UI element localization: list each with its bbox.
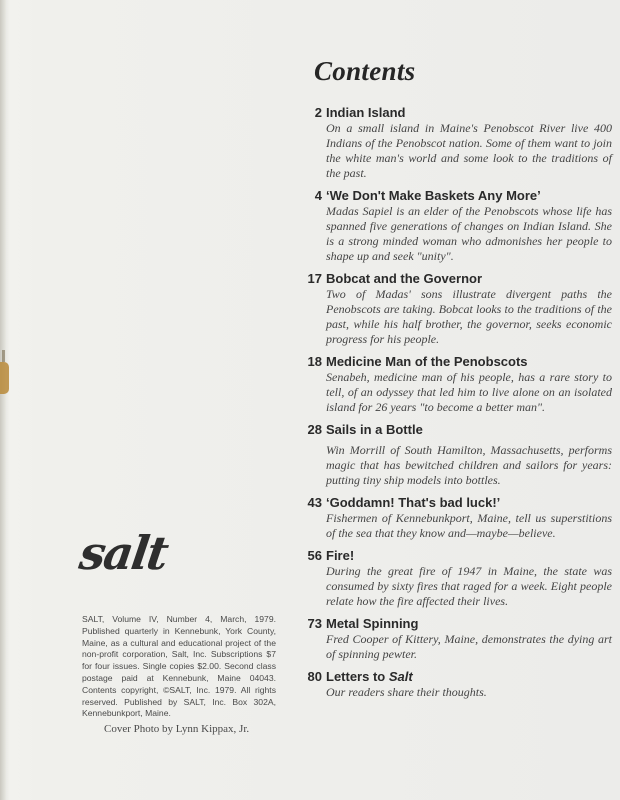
toc-entry [300, 668, 612, 700]
toc-entry [300, 494, 612, 541]
toc-title-prefix: Letters to [326, 669, 389, 684]
toc-entry [300, 270, 612, 347]
colophon: SALT, Volume IV, Number 4, March, 1979. Published quarterly in Kennebunk, York County, Maine, as a cultural and educational project of the non-profit corporation, Salt, Inc. Subscriptions $7 for four issues. Single copies $2.00. Second class postage paid at Kennebunk, Maine 04043. Contents copyright, ©SALT, Inc. 1979. All rights reserved. Published by SALT, Inc. Box 302A, Kennebunkport, Maine. [82, 614, 276, 719]
toc-article-title: ‘Goddamn! That's bad luck!’ [326, 495, 501, 510]
toc-page-number: 2 [314, 105, 322, 120]
toc-page-number: 43 [307, 495, 322, 510]
toc-article-title: Fire! [326, 548, 355, 563]
toc-page-number: 17 [307, 271, 322, 286]
page-title: Contents [314, 56, 416, 86]
toc-article-description: Fred Cooper of Kittery, Maine, demonstrates the dying art of spinning pewter. [326, 632, 612, 661]
toc-article-description: Fishermen of Kennebunkport, Maine, tell us superstitions of the sea that they know and—maybe—believe. [326, 511, 612, 540]
toc-entry [300, 187, 612, 264]
toc-article-description: On a small island in Maine's Penobscot River live 400 Indians of the Penobscot nation. Some of them want to join the white man's world and some look to the traditions of the past. [326, 121, 612, 180]
cover-photo-credit: Cover Photo by Lynn Kippax, Jr. [104, 723, 250, 735]
toc-entry [300, 353, 612, 415]
toc-article-title: Medicine Man of the Penobscots [326, 354, 528, 369]
toc-page-number: 56 [307, 548, 322, 563]
toc-page-number: 28 [307, 422, 322, 437]
toc-entry [300, 421, 612, 488]
toc-entry [300, 547, 612, 609]
toc-article-title: Indian Island [326, 105, 406, 120]
toc-article-description: Our readers share their thoughts. [326, 685, 487, 699]
toc-entry [300, 615, 612, 662]
toc-article-description: During the great fire of 1947 in Maine, the state was consumed by sixty fires that raged for a week. Eight people relate how the fire affected their lives. [326, 564, 612, 608]
toc-page-number: 73 [307, 616, 322, 631]
toc-article-description: Madas Sapiel is an elder of the Penobscots whose life has spanned five generations of changes on Indian Island. She is a strong minded woman who admonishes her people to shape up and seek "unity". [326, 204, 612, 263]
toc-article-description: Win Morrill of South Hamilton, Massachusetts, performs magic that has bewitched children and sailors for years: putting tiny ship models into bottles. [326, 443, 612, 487]
salt-logo: salt [76, 526, 171, 580]
table-of-contents [300, 104, 612, 706]
tape-stain [0, 362, 9, 394]
toc-article-title: Sails in a Bottle [326, 422, 423, 437]
toc-page-number: 18 [307, 354, 322, 369]
paper-mark [2, 350, 5, 362]
toc-article-title: Metal Spinning [326, 616, 419, 631]
toc-article-title: Bobcat and the Governor [326, 271, 483, 286]
toc-article-description: Senabeh, medicine man of his people, has a rare story to tell, of an odyssey that led him to live alone on an isolated island for 26 years "to become a better man". [326, 370, 612, 414]
toc-title-magazine-name: Salt [388, 669, 413, 684]
toc-article-title: ‘We Don't Make Baskets Any More’ [326, 188, 541, 203]
toc-entry [300, 104, 612, 181]
toc-article-title [326, 668, 612, 685]
toc-page-number: 80 [307, 669, 322, 684]
spine-shadow [0, 0, 6, 800]
toc-page-number: 4 [314, 188, 322, 203]
toc-article-description: Two of Madas' sons illustrate divergent paths the Penobscots are taking. Bobcat looks to the traditions of the past, while his half brother, the governor, seeks economic progress for his people. [326, 287, 612, 346]
